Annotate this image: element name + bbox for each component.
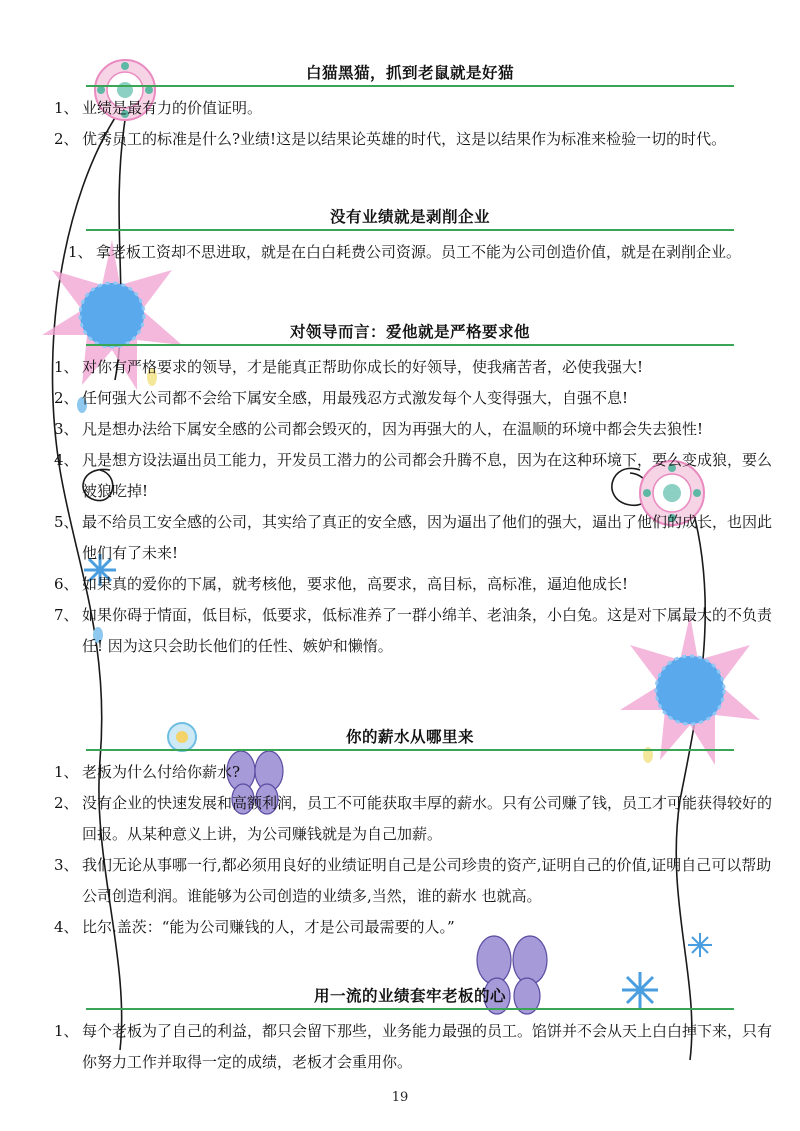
section-title: 没有业绩就是剥削企业	[329, 207, 490, 226]
list-item	[54, 414, 772, 445]
page-number: 19	[391, 1090, 409, 1105]
title-rule	[86, 229, 734, 231]
title-rule	[86, 1008, 734, 1010]
item-number: 1、	[68, 243, 93, 261]
item-number: 1、	[54, 99, 79, 117]
list-item	[54, 1016, 772, 1078]
list-item	[54, 352, 772, 383]
list-item	[54, 124, 772, 155]
item-number: 1、	[54, 358, 79, 376]
item-text: 凡是想方设法逼出员工能力，开发员工潜力的公司都会升腾不息，因为在这种环境下，要么变成狼，要么被狼吃掉!	[82, 451, 773, 500]
item-text: 凡是想办法给下属安全感的公司都会毁灭的，因为再强大的人，在温顺的环境中都会失去狼性!	[82, 420, 704, 438]
list-item	[54, 850, 772, 912]
item-text: 拿老板工资却不思进取，就是在白白耗费公司资源。员工不能为公司创造价值，就是在剥削企业。	[96, 243, 742, 261]
list-item	[54, 445, 772, 507]
list-item	[54, 569, 772, 600]
item-number: 6、	[54, 575, 79, 593]
item-text: 我们无论从事哪一行,都必须用良好的业绩证明自己是公司珍贵的资产,证明自己的价值,证明自己可以帮助公司创造利润。谁能够为公司创造的业绩多,当然，谁的薪水 也就高。	[82, 856, 772, 905]
title-rule	[86, 344, 734, 346]
item-number: 3、	[54, 420, 79, 438]
item-number: 3、	[54, 856, 79, 874]
title-rule	[86, 85, 734, 87]
item-number: 2、	[54, 130, 79, 148]
item-text: 如果你碍于情面，低目标，低要求，低标准养了一群小绵羊、老油条，小白兔。这是对下属最大的不负责任! 因为这只会助长他们的任性、嫉妒和懒惰。	[82, 606, 773, 655]
item-text: 优秀员工的标准是什么?业绩!这是以结果论英雄的时代，这是以结果作为标准来检验一切的时代。	[82, 130, 727, 148]
item-text: 最不给员工安全感的公司，其实给了真正的安全感，因为逼出了他们的强大，逼出了他们的成长，也因此他们有了未来!	[82, 513, 773, 562]
list-item	[54, 912, 772, 943]
item-number: 1、	[54, 1022, 79, 1040]
item-number: 2、	[54, 389, 79, 407]
section-3	[54, 321, 773, 662]
item-number: 7、	[54, 606, 79, 624]
list-item	[54, 383, 772, 414]
section-5	[54, 985, 773, 1078]
section-title: 你的薪水从哪里来	[345, 727, 474, 746]
list-item	[54, 507, 772, 569]
item-number: 5、	[54, 513, 79, 531]
item-number: 4、	[54, 451, 79, 469]
item-text: 对你有严格要求的领导，才是能真正帮助你成长的好领导，使我痛苦者，必使我强大!	[82, 358, 644, 376]
item-number: 4、	[54, 918, 79, 936]
list-item	[54, 757, 772, 788]
section-title: 对领导而言：爱他就是严格要求他	[289, 322, 530, 341]
item-text: 如果真的爱你的下属，就考核他，要求他，高要求，高目标，高标准，逼迫他成长!	[82, 575, 629, 593]
item-text: 任何强大公司都不会给下属安全感，用最残忍方式激发每个人变得强大，自强不息!	[82, 389, 629, 407]
item-text: 比尔.盖茨：“能为公司赚钱的人，才是公司最需要的人。”	[82, 918, 455, 936]
section-4	[54, 726, 773, 943]
section-1	[54, 62, 734, 155]
list-item	[54, 600, 772, 662]
list-item	[54, 788, 772, 850]
item-number: 1、	[54, 763, 79, 781]
list-item	[68, 237, 772, 268]
item-number: 2、	[54, 794, 79, 812]
item-text: 没有企业的快速发展和高额利润，员工不可能获取丰厚的薪水。只有公司赚了钱，员工才可能获得较好的回报。从某种意义上讲，为公司赚钱就是为自己加薪。	[82, 794, 773, 843]
item-text: 业绩是最有力的价值证明。	[82, 99, 263, 117]
section-title: 用一流的业绩套牢老板的心	[313, 986, 506, 1005]
list-item	[54, 93, 702, 124]
title-rule	[86, 749, 734, 751]
section-2	[68, 206, 742, 268]
section-title: 白猫黑猫，抓到老鼠就是好猫	[305, 63, 514, 82]
item-text: 每个老板为了自己的利益，都只会留下那些，业务能力最强的员工。馅饼并不会从天上白白掉下来，只有你努力工作并取得一定的成绩，老板才会重用你。	[82, 1022, 773, 1071]
item-text: 老板为什么付给你薪水?	[82, 763, 241, 781]
